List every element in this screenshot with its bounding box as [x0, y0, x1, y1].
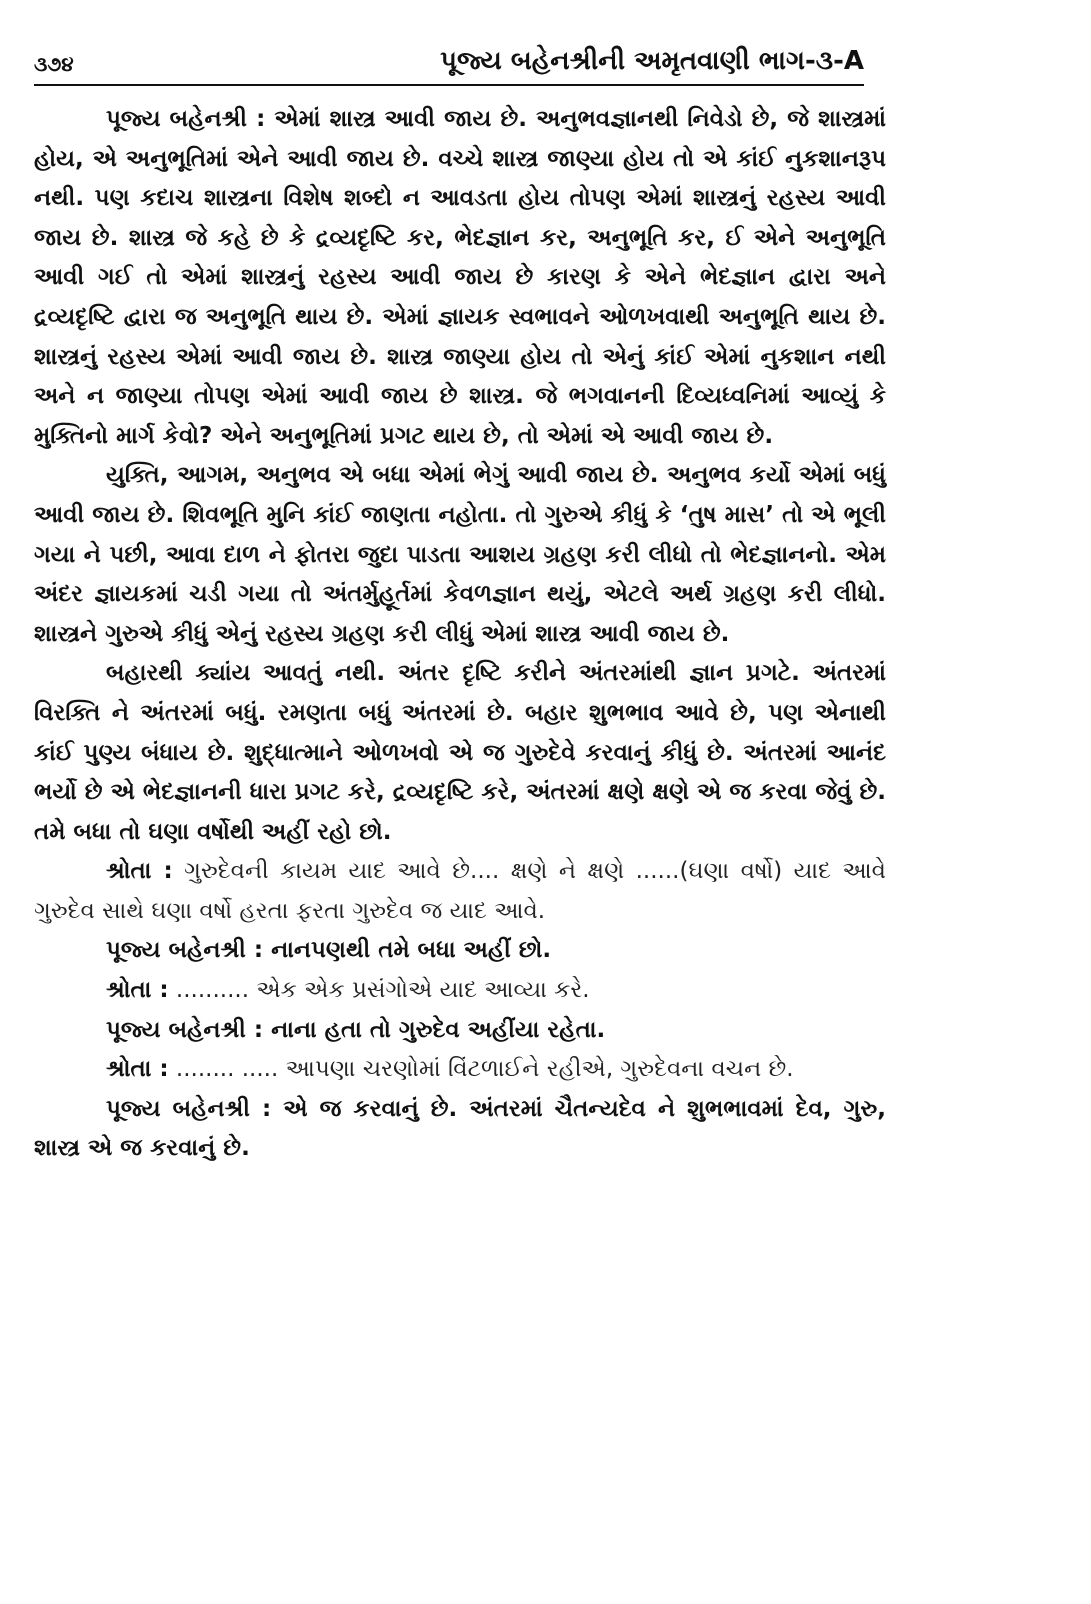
page-number: ૩૭૪: [34, 52, 74, 76]
running-title: પૂજ્ય બહેનશ્રીની અમૃતવાણી ભાગ-૩-A: [440, 46, 864, 76]
speech-text: એ જ કરવાનું છે. અંતરમાં ચૈતન્યદેવ ને શુભભાવમાં દેવ, ગુરુ, શાસ્ત્ર એ જ કરવાનું છે.: [34, 1095, 886, 1162]
dialogue-reply-3: [34, 1090, 886, 1169]
page-body: [34, 96, 886, 1169]
speaker-label: પૂજ્ય બહેનશ્રી :: [106, 1095, 272, 1122]
paragraph-3: બહારથી ક્યાંય આવતું નથી. અંતર દૃષ્ટિ કરીને અંતરમાંથી જ્ઞાન પ્રગટે. અંતરમાં વિરક્તિ ને અંતરમાં બધું. રમણતા બધું અંતરમાં છે. બહાર શુભભાવ આવે છે, પણ એનાથી કાંઈ પુણ્ય બંધાય છે. શુદ્ધાત્માને ઓળખવો એ જ ગુરુદેવે કરવાનું કીધું છે. અંતરમાં આનંદ ભર્યો છે એ ભેદજ્ઞાનની ધારા પ્રગટ કરે, દ્રવ્યદૃષ્ટિ કરે, અંતરમાં ક્ષણે ક્ષણે એ જ કરવા જેવું છે. તમે બધા તો ઘણા વર્ષોથી અહીં રહો છો.: [34, 660, 886, 845]
speaker-label: પૂજ્ય બહેનશ્રી :: [106, 937, 264, 964]
dialogue-reply-2: [34, 1011, 886, 1051]
speaker-label: શ્રોતા :: [106, 1056, 169, 1083]
speech-text: નાનપણથી તમે બધા અહીં છો.: [271, 937, 552, 964]
paragraph-2: યુક્તિ, આગમ, અનુભવ એ બધા એમાં ભેગું આવી જાય છે. અનુભવ કર્યો એમાં બધું આવી જાય છે. શિવભૂતિ મુનિ કાંઈ જાણતા નહોતા. તો ગુરુએ કીધું કે ‘તુષ માસ’ તો એ ભૂલી ગયા ને પછી, આવા દાળ ને ફોતરા જુદા પાડતા આશય ગ્રહણ કરી લીધો તો ભેદજ્ઞાનનો. એમ અંદર જ્ઞાયકમાં ચડી ગયા તો અંતર્મુહૂર્તમાં કેવળજ્ઞાન થયું, એટલે અર્થ ગ્રહણ કરી લીધો. શાસ્ત્રને ગુરુએ કીધું એનું રહસ્ય ગ્રહણ કરી લીધું એમાં શાસ્ત્ર આવી જાય છે.: [34, 462, 886, 647]
speaker-label: પૂજ્ય બહેનશ્રી :: [106, 1016, 264, 1043]
dialogue-listener-1: [34, 852, 886, 931]
speech-text: નાના હતા તો ગુરુદેવ અહીંયા રહેતા.: [271, 1016, 606, 1043]
speech-text: ગુરુદેવની કાયમ યાદ આવે છે.... ક્ષણે ને ક્ષણે ......(ઘણા વર્ષો) યાદ આવે ગુરુદેવ સાથે ઘણા વર્ષો હરતા ફરતા ગુરુદેવ જ યાદ આવે.: [34, 858, 887, 924]
speech-text: .......... એક એક પ્રસંગોએ યાદ આવ્યા કરે.: [175, 977, 590, 1004]
paragraph-1: પૂજ્ય બહેનશ્રી : એમાં શાસ્ત્ર આવી જાય છે. અનુભવજ્ઞાનથી નિવેડો છે, જે શાસ્ત્રમાં હોય, એ અનુભૂતિમાં એને આવી જાય છે. વચ્ચે શાસ્ત્ર જાણ્યા હોય તો એ કાંઈ નુકશાનરૂપ નથી. પણ કદાચ શાસ્ત્રના વિશેષ શબ્દો ન આવડતા હોય તોપણ એમાં શાસ્ત્રનું રહસ્ય આવી જાય છે. શાસ્ત્ર જે કહે છે કે દ્રવ્યદૃષ્ટિ કર, ભેદજ્ઞાન કર, અનુભૂતિ કર, ઈ એને અનુભૂતિ આવી ગઈ તો એમાં શાસ્ત્રનું રહસ્ય આવી જાય છે કારણ કે એને ભેદજ્ઞાન દ્વારા અને દ્રવ્યદૃષ્ટિ દ્વારા જ અનુભૂતિ થાય છે. એમાં જ્ઞાયક સ્વભાવને ઓળખવાથી અનુભૂતિ થાય છે. શાસ્ત્રનું રહસ્ય એમાં આવી જાય છે. શાસ્ત્ર જાણ્યા હોય તો એનું કાંઈ એમાં નુકશાન નથી અને ન જાણ્યા તોપણ એમાં આવી જાય છે શાસ્ત્ર. જે ભગવાનની દિવ્યધ્વનિમાં આવ્યું કે મુક્તિનો માર્ગ કેવો? એને અનુભૂતિમાં પ્રગટ થાય છે, તો એમાં એ આવી જાય છે.: [34, 106, 886, 449]
speech-text: ........ ..... આપણા ચરણોમાં વિંટળાઈને રહીએ, ગુરુદેવના વચન છે.: [175, 1056, 794, 1083]
speaker-label: શ્રોતા :: [106, 858, 173, 885]
dialogue-reply-1: [34, 931, 886, 971]
dialogue-listener-3: [34, 1050, 886, 1090]
speaker-label: શ્રોતા :: [106, 977, 169, 1004]
page-header: [34, 46, 864, 80]
header-rule: [34, 84, 864, 86]
dialogue-listener-2: [34, 971, 886, 1011]
